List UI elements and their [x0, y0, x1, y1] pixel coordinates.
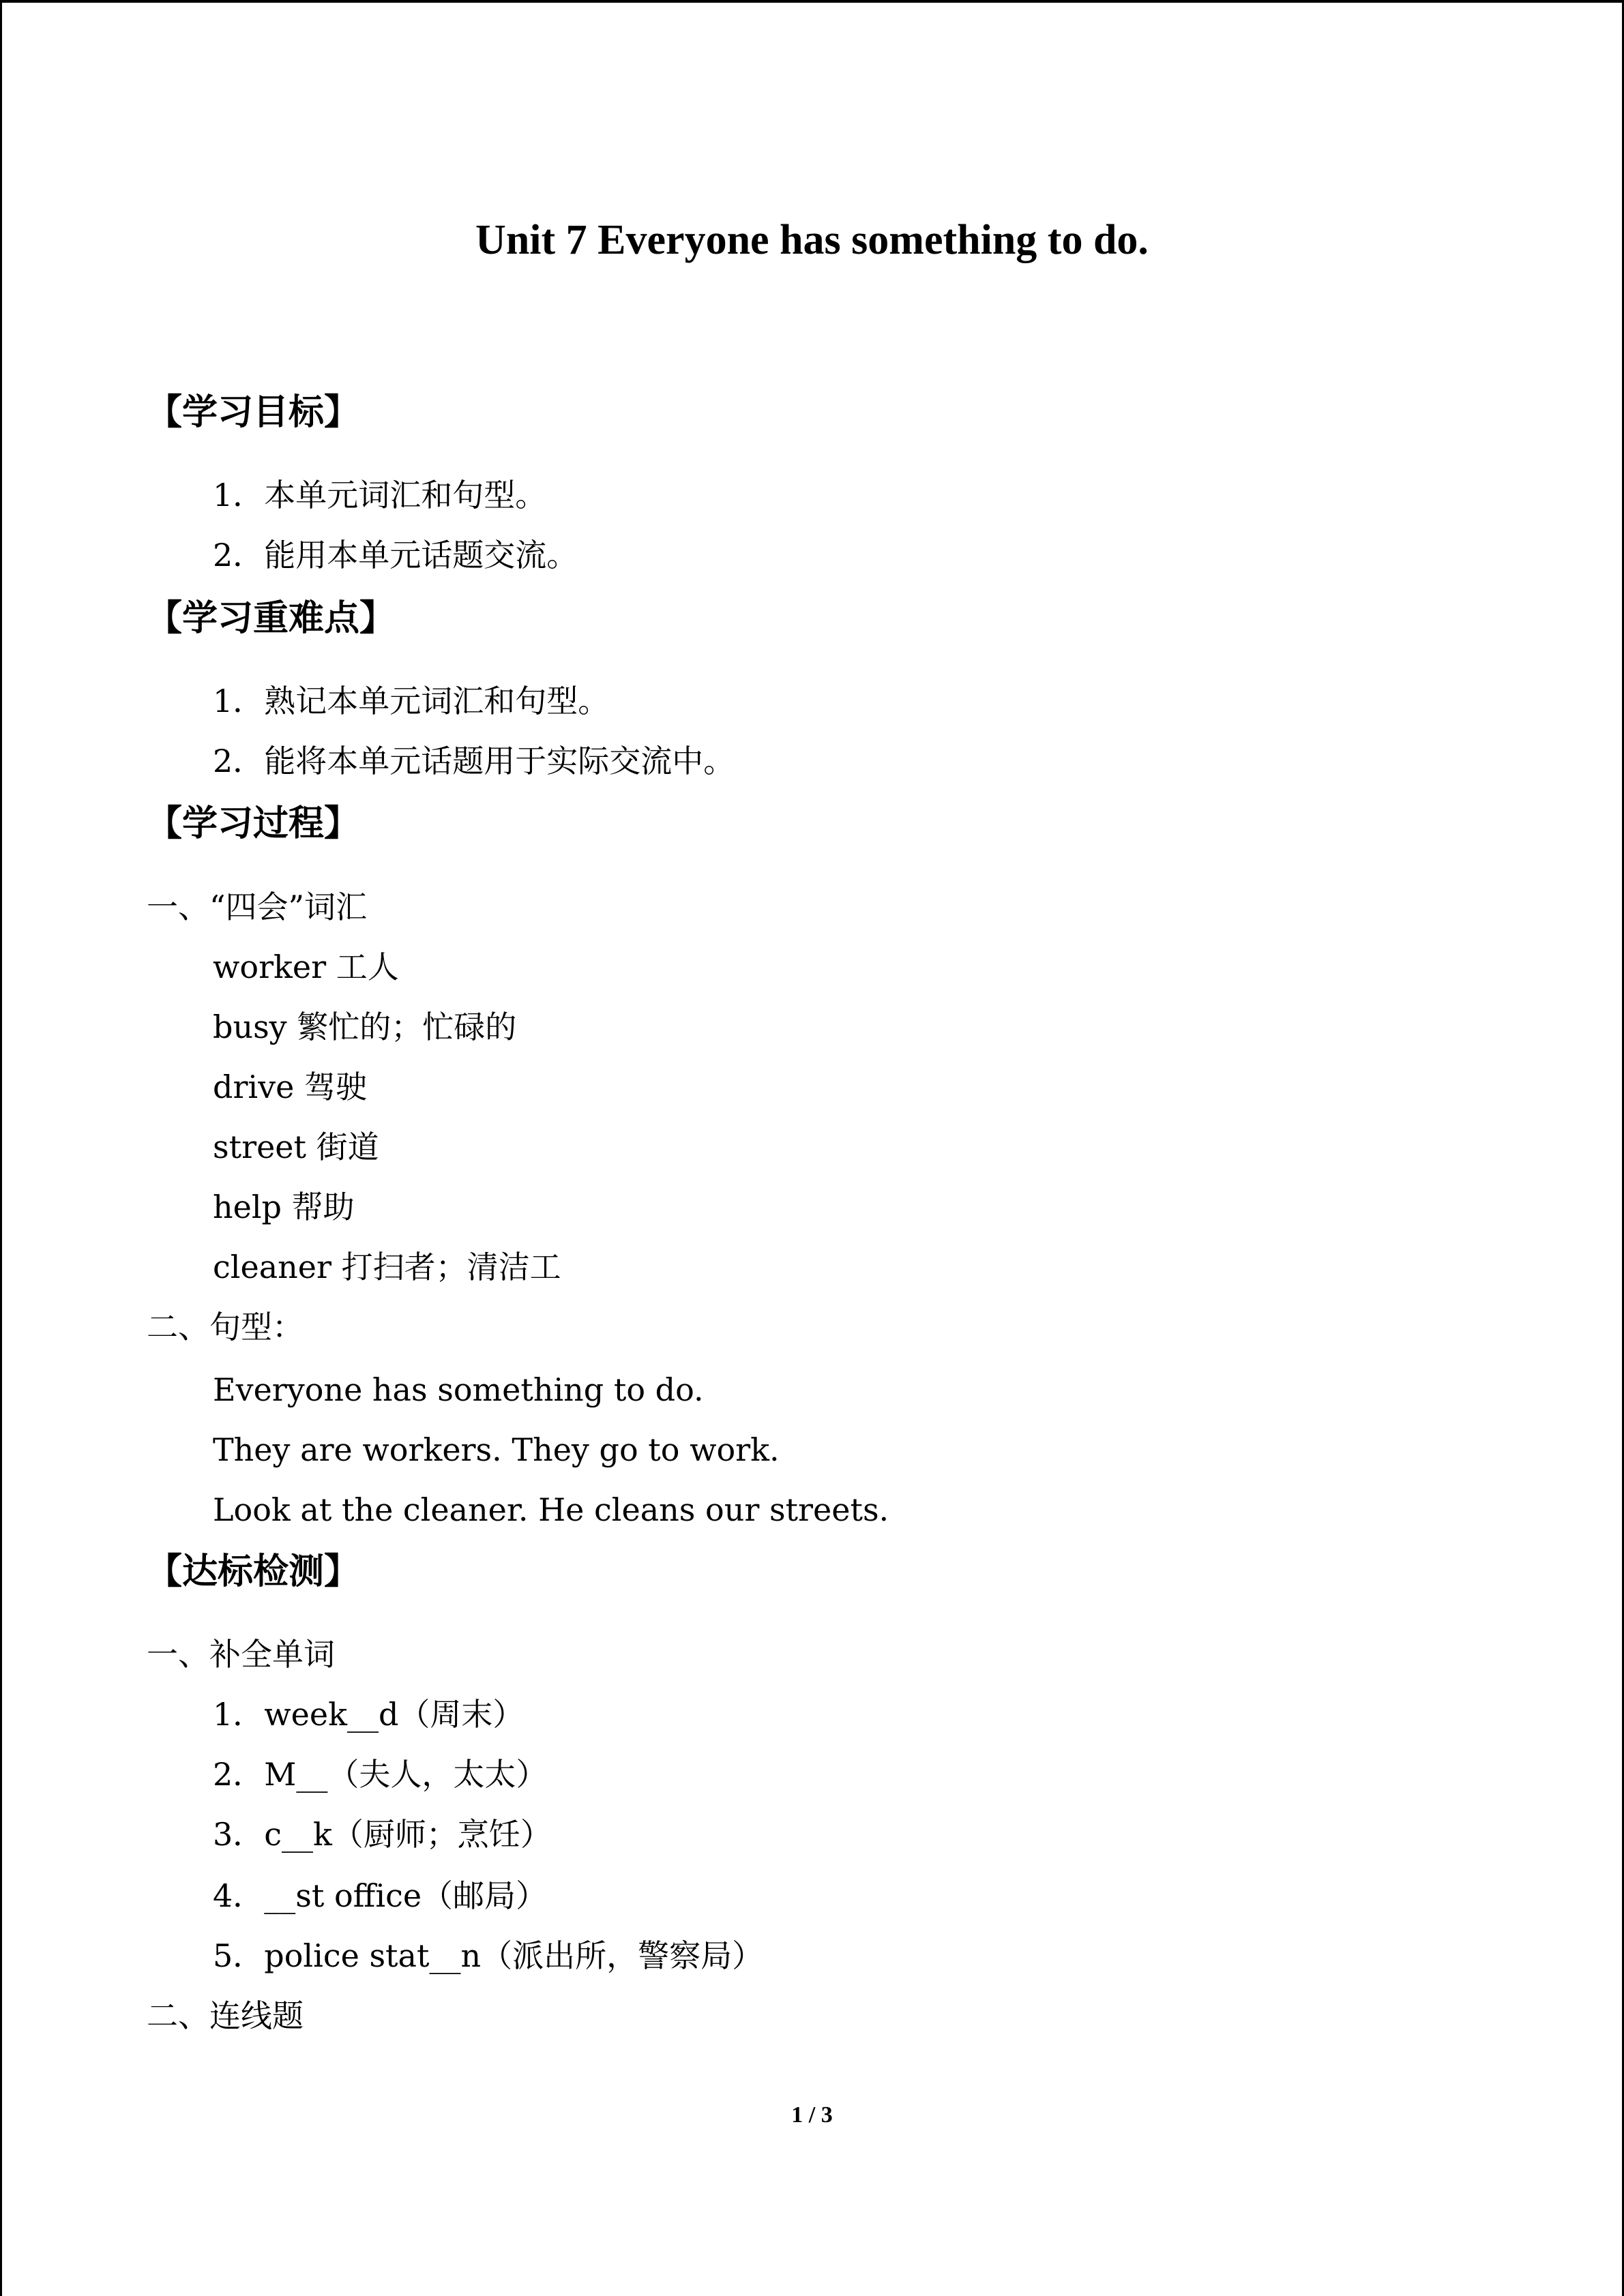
fill-item: 5．police stat__n（派出所，警察局） — [213, 1937, 764, 1974]
sentence-item: Look at the cleaner. He cleans our streets. — [213, 1491, 889, 1528]
fill-item: 2．M__（夫人，太太） — [213, 1756, 548, 1793]
vocab-label: 一、“四会”词汇 — [147, 889, 368, 925]
key-point-item: 2．能将本单元话题用于实际交流中。 — [213, 743, 735, 779]
vocab-item: help 帮助 — [213, 1189, 355, 1225]
match-label: 二、连线题 — [147, 1997, 304, 2034]
fill-item: 4．__st office（邮局） — [213, 1877, 548, 1914]
section-heading-goals: 【学习目标】 — [147, 392, 360, 433]
sentence-item: They are workers. They go to work. — [213, 1431, 780, 1468]
goal-item: 2．能用本单元话题交流。 — [213, 537, 578, 573]
sentences-label: 二、句型： — [147, 1309, 304, 1345]
vocab-item: worker 工人 — [213, 949, 399, 985]
document-title: Unit 7 Everyone has something to do. — [475, 217, 1149, 263]
vocab-item: busy 繁忙的；忙碌的 — [213, 1009, 517, 1045]
vocab-item: drive 驾驶 — [213, 1069, 367, 1105]
key-point-item: 1．熟记本单元词汇和句型。 — [213, 683, 610, 719]
page-indicator: 1 / 3 — [791, 2102, 833, 2128]
fill-label: 一、补全单词 — [147, 1636, 335, 1673]
sentence-item: Everyone has something to do. — [213, 1371, 704, 1408]
vocab-item: street 街道 — [213, 1129, 379, 1165]
page-top-border — [0, 0, 1624, 3]
goal-item: 1．本单元词汇和句型。 — [213, 477, 547, 513]
section-heading-test: 【达标检测】 — [147, 1551, 360, 1592]
section-heading-process: 【学习过程】 — [147, 803, 360, 844]
section-heading-key-points: 【学习重难点】 — [147, 598, 396, 639]
fill-item: 1．week__d（周末） — [213, 1696, 525, 1733]
fill-item: 3．c__k（厨师；烹饪） — [213, 1816, 552, 1853]
vocab-item: cleaner 打扫者；清洁工 — [213, 1249, 561, 1285]
page-left-border — [0, 0, 2, 2296]
